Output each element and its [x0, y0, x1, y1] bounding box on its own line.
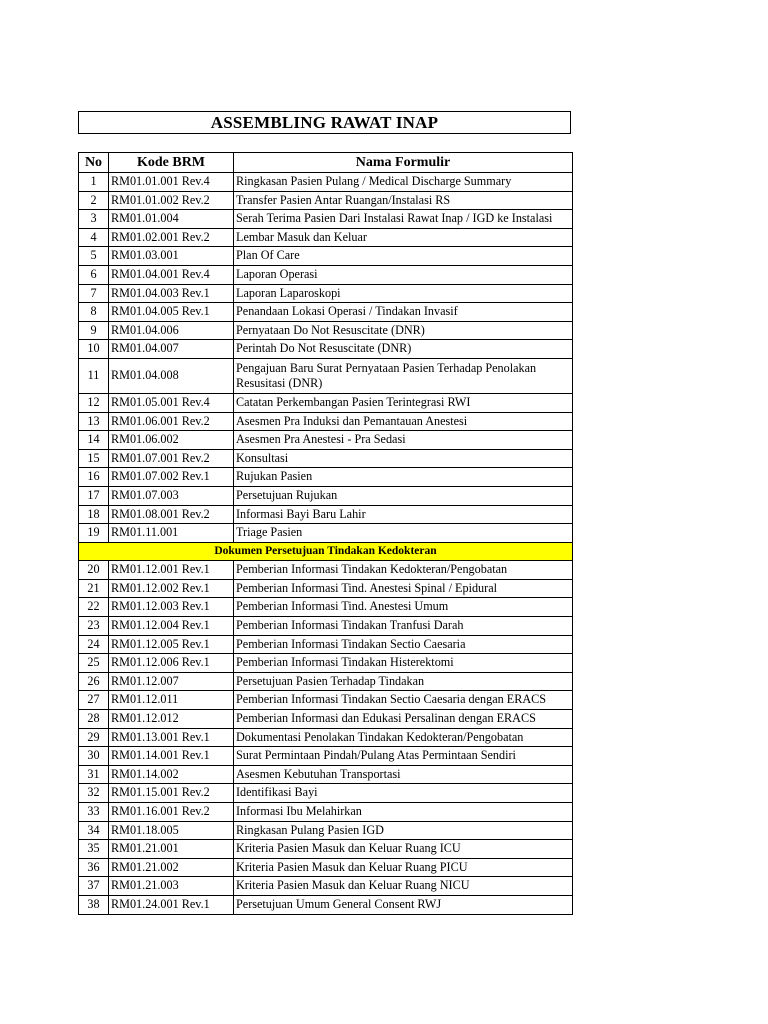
row-no: 22 [79, 598, 109, 617]
row-no: 2 [79, 191, 109, 210]
table-row [79, 691, 573, 710]
row-nama-formulir: Kriteria Pasien Masuk dan Keluar Ruang NICU [234, 877, 573, 896]
table-row [79, 284, 573, 303]
header-no: No [79, 153, 109, 173]
row-kode-brm: RM01.01.001 Rev.4 [109, 173, 234, 192]
row-kode-brm: RM01.07.001 Rev.2 [109, 449, 234, 468]
table-row [79, 449, 573, 468]
form-table [78, 152, 573, 915]
table-row [79, 821, 573, 840]
table-row [79, 672, 573, 691]
row-kode-brm: RM01.07.002 Rev.1 [109, 468, 234, 487]
row-kode-brm: RM01.06.001 Rev.2 [109, 412, 234, 431]
row-no: 31 [79, 765, 109, 784]
row-no: 26 [79, 672, 109, 691]
row-kode-brm: RM01.03.001 [109, 247, 234, 266]
row-kode-brm: RM01.21.001 [109, 840, 234, 859]
row-nama-formulir: Pemberian Informasi Tindakan Kedokteran/Pengobatan [234, 561, 573, 580]
row-nama-formulir: Pemberian Informasi dan Edukasi Persalinan dengan ERACS [234, 710, 573, 729]
row-nama-formulir: Kriteria Pasien Masuk dan Keluar Ruang ICU [234, 840, 573, 859]
row-no: 7 [79, 284, 109, 303]
row-nama-formulir: Pemberian Informasi Tindakan Histerektomi [234, 654, 573, 673]
row-no: 12 [79, 393, 109, 412]
row-nama-formulir: Rujukan Pasien [234, 468, 573, 487]
table-row [79, 561, 573, 580]
row-nama-formulir: Perintah Do Not Resuscitate (DNR) [234, 340, 573, 359]
row-nama-formulir: Pemberian Informasi Tindakan Sectio Caesaria dengan ERACS [234, 691, 573, 710]
row-kode-brm: RM01.21.002 [109, 858, 234, 877]
table-row [79, 654, 573, 673]
row-kode-brm: RM01.15.001 Rev.2 [109, 784, 234, 803]
row-kode-brm: RM01.11.001 [109, 524, 234, 543]
row-no: 17 [79, 486, 109, 505]
row-kode-brm: RM01.04.005 Rev.1 [109, 303, 234, 322]
row-kode-brm: RM01.12.011 [109, 691, 234, 710]
table-row [79, 393, 573, 412]
row-no: 32 [79, 784, 109, 803]
row-kode-brm: RM01.12.006 Rev.1 [109, 654, 234, 673]
row-no: 35 [79, 840, 109, 859]
row-kode-brm: RM01.12.007 [109, 672, 234, 691]
row-nama-formulir: Serah Terima Pasien Dari Instalasi Rawat Inap / IGD ke Instalasi [234, 210, 573, 229]
row-no: 38 [79, 895, 109, 914]
table-row [79, 486, 573, 505]
row-kode-brm: RM01.05.001 Rev.4 [109, 393, 234, 412]
table-row [79, 228, 573, 247]
row-nama-formulir: Transfer Pasien Antar Ruangan/Instalasi RS [234, 191, 573, 210]
row-no: 30 [79, 747, 109, 766]
row-no: 28 [79, 710, 109, 729]
table-row [79, 710, 573, 729]
row-no: 6 [79, 265, 109, 284]
row-no: 21 [79, 579, 109, 598]
row-no: 1 [79, 173, 109, 192]
document-title: ASSEMBLING RAWAT INAP [78, 111, 571, 134]
table-row [79, 765, 573, 784]
row-nama-formulir: Laporan Operasi [234, 265, 573, 284]
row-kode-brm: RM01.12.002 Rev.1 [109, 579, 234, 598]
table-row [79, 303, 573, 322]
row-no: 20 [79, 561, 109, 580]
table-row [79, 505, 573, 524]
row-no: 29 [79, 728, 109, 747]
row-no: 37 [79, 877, 109, 896]
row-nama-formulir: Pemberian Informasi Tindakan Tranfusi Darah [234, 617, 573, 636]
row-nama-formulir: Asesmen Pra Induksi dan Pemantauan Anestesi [234, 412, 573, 431]
row-no: 24 [79, 635, 109, 654]
row-kode-brm: RM01.12.003 Rev.1 [109, 598, 234, 617]
row-nama-formulir: Catatan Perkembangan Pasien Terintegrasi RWI [234, 393, 573, 412]
table-row [79, 173, 573, 192]
row-kode-brm: RM01.04.006 [109, 321, 234, 340]
table-row [79, 747, 573, 766]
row-kode-brm: RM01.04.007 [109, 340, 234, 359]
row-nama-formulir: Konsultasi [234, 449, 573, 468]
row-no: 34 [79, 821, 109, 840]
row-kode-brm: RM01.24.001 Rev.1 [109, 895, 234, 914]
row-no: 9 [79, 321, 109, 340]
row-kode-brm: RM01.04.001 Rev.4 [109, 265, 234, 284]
header-kode-brm: Kode BRM [109, 153, 234, 173]
row-nama-formulir: Pemberian Informasi Tindakan Sectio Caesaria [234, 635, 573, 654]
table-row [79, 265, 573, 284]
row-kode-brm: RM01.12.004 Rev.1 [109, 617, 234, 636]
table-body [79, 173, 573, 915]
row-no: 10 [79, 340, 109, 359]
table-row [79, 895, 573, 914]
row-no: 36 [79, 858, 109, 877]
row-kode-brm: RM01.13.001 Rev.1 [109, 728, 234, 747]
row-no: 18 [79, 505, 109, 524]
row-kode-brm: RM01.21.003 [109, 877, 234, 896]
row-no: 13 [79, 412, 109, 431]
row-kode-brm: RM01.12.005 Rev.1 [109, 635, 234, 654]
row-kode-brm: RM01.18.005 [109, 821, 234, 840]
table-row [79, 877, 573, 896]
row-nama-formulir: Lembar Masuk dan Keluar [234, 228, 573, 247]
row-no: 23 [79, 617, 109, 636]
row-kode-brm: RM01.16.001 Rev.2 [109, 803, 234, 822]
table-row [79, 358, 573, 393]
row-no: 5 [79, 247, 109, 266]
row-nama-formulir: Identifikasi Bayi [234, 784, 573, 803]
row-nama-formulir: Penandaan Lokasi Operasi / Tindakan Invasif [234, 303, 573, 322]
row-kode-brm: RM01.04.008 [109, 358, 234, 393]
row-kode-brm: RM01.04.003 Rev.1 [109, 284, 234, 303]
row-nama-formulir: Persetujuan Umum General Consent RWJ [234, 895, 573, 914]
section-label: Dokumen Persetujuan Tindakan Kedokteran [79, 542, 573, 561]
table-row [79, 321, 573, 340]
row-nama-formulir: Informasi Ibu Melahirkan [234, 803, 573, 822]
row-kode-brm: RM01.01.002 Rev.2 [109, 191, 234, 210]
row-nama-formulir: Kriteria Pasien Masuk dan Keluar Ruang PICU [234, 858, 573, 877]
row-nama-formulir: Ringkasan Pasien Pulang / Medical Discharge Summary [234, 173, 573, 192]
table-header-row [79, 153, 573, 173]
row-kode-brm: RM01.02.001 Rev.2 [109, 228, 234, 247]
row-kode-brm: RM01.14.001 Rev.1 [109, 747, 234, 766]
table-row [79, 784, 573, 803]
row-kode-brm: RM01.14.002 [109, 765, 234, 784]
row-no: 15 [79, 449, 109, 468]
table-row [79, 210, 573, 229]
row-no: 33 [79, 803, 109, 822]
section-row [79, 542, 573, 561]
table-row [79, 524, 573, 543]
row-kode-brm: RM01.07.003 [109, 486, 234, 505]
row-nama-formulir: Persetujuan Rujukan [234, 486, 573, 505]
row-nama-formulir: Plan Of Care [234, 247, 573, 266]
table-row [79, 191, 573, 210]
row-kode-brm: RM01.01.004 [109, 210, 234, 229]
row-kode-brm: RM01.12.001 Rev.1 [109, 561, 234, 580]
row-no: 27 [79, 691, 109, 710]
row-nama-formulir: Pernyataan Do Not Resuscitate (DNR) [234, 321, 573, 340]
row-nama-formulir: Triage Pasien [234, 524, 573, 543]
table-row [79, 579, 573, 598]
table-row [79, 728, 573, 747]
row-no: 8 [79, 303, 109, 322]
table-row [79, 412, 573, 431]
table-row [79, 617, 573, 636]
table-row [79, 635, 573, 654]
row-kode-brm: RM01.12.012 [109, 710, 234, 729]
row-nama-formulir: Ringkasan Pulang Pasien IGD [234, 821, 573, 840]
row-no: 11 [79, 358, 109, 393]
table-row [79, 247, 573, 266]
row-nama-formulir: Asesmen Pra Anestesi - Pra Sedasi [234, 431, 573, 450]
row-nama-formulir: Pemberian Informasi Tind. Anestesi Umum [234, 598, 573, 617]
table-row [79, 598, 573, 617]
row-nama-formulir: Asesmen Kebutuhan Transportasi [234, 765, 573, 784]
row-no: 19 [79, 524, 109, 543]
header-nama-formulir: Nama Formulir [234, 153, 573, 173]
row-kode-brm: RM01.08.001 Rev.2 [109, 505, 234, 524]
table-row [79, 858, 573, 877]
row-nama-formulir: Informasi Bayi Baru Lahir [234, 505, 573, 524]
row-no: 16 [79, 468, 109, 487]
table-row [79, 340, 573, 359]
table-row [79, 803, 573, 822]
row-nama-formulir: Pengajuan Baru Surat Pernyataan Pasien Terhadap Penolakan Resusitasi (DNR) [234, 358, 573, 393]
table-row [79, 431, 573, 450]
row-nama-formulir: Dokumentasi Penolakan Tindakan Kedokteran/Pengobatan [234, 728, 573, 747]
row-no: 25 [79, 654, 109, 673]
row-no: 4 [79, 228, 109, 247]
row-nama-formulir: Pemberian Informasi Tind. Anestesi Spinal / Epidural [234, 579, 573, 598]
row-no: 14 [79, 431, 109, 450]
row-nama-formulir: Persetujuan Pasien Terhadap Tindakan [234, 672, 573, 691]
row-kode-brm: RM01.06.002 [109, 431, 234, 450]
row-nama-formulir: Laporan Laparoskopi [234, 284, 573, 303]
table-row [79, 840, 573, 859]
table-row [79, 468, 573, 487]
row-no: 3 [79, 210, 109, 229]
row-nama-formulir: Surat Permintaan Pindah/Pulang Atas Permintaan Sendiri [234, 747, 573, 766]
